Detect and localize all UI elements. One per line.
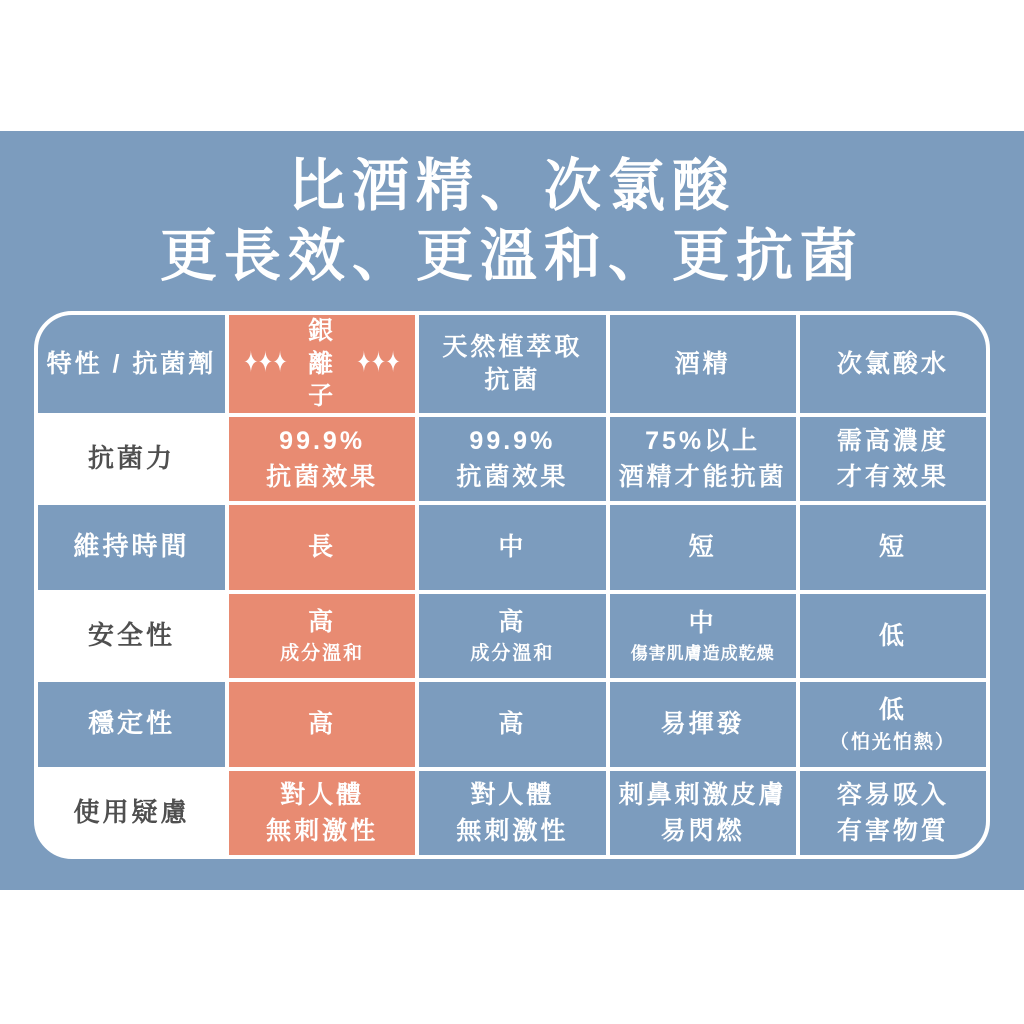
row-label-duration: 維持時間 [38, 505, 225, 590]
sparkle-icon: ✦✦✦ [356, 346, 401, 379]
row-label-usage-concern: 使用疑慮 [38, 771, 225, 856]
cell-stability-alcohol: 易揮發 [610, 682, 796, 767]
title-line-2: 更長效、更溫和、更抗菌 [160, 223, 864, 288]
cell-antibacterial-hypochlorous: 需高濃度 才有效果 [800, 417, 986, 502]
sparkle-icon: ✦✦✦ [243, 346, 288, 379]
cell-antibacterial-plant: 99.9% 抗菌效果 [419, 417, 605, 502]
row-label-safety: 安全性 [38, 594, 225, 679]
cell-antibacterial-silver: 99.9% 抗菌效果 [229, 417, 415, 502]
cell-safety-plant: 高 成分溫和 [419, 594, 605, 679]
header-cell-plant-extract: 天然植萃取 抗菌 [419, 315, 605, 413]
silver-ion-label: 銀離子 [308, 317, 337, 410]
cell-safety-alcohol: 中 傷害肌膚造成乾燥 [610, 594, 796, 679]
cell-safety-silver: 高 成分溫和 [229, 594, 415, 679]
cell-concern-silver: 對人體 無刺激性 [229, 771, 415, 856]
header-cell-feature: 特性 / 抗菌劑 [38, 315, 225, 413]
cell-stability-hypochlorous: 低 （怕光怕熱） [800, 682, 986, 767]
cell-safety-hypochlorous: 低 [800, 594, 986, 679]
cell-duration-silver: 長 [229, 505, 415, 590]
cell-duration-plant: 中 [419, 505, 605, 590]
cell-stability-plant: 高 [419, 682, 605, 767]
cell-duration-alcohol: 短 [610, 505, 796, 590]
cell-concern-plant: 對人體 無刺激性 [419, 771, 605, 856]
row-label-stability: 穩定性 [38, 682, 225, 767]
cell-concern-hypochlorous: 容易吸入 有害物質 [800, 771, 986, 856]
header-cell-hypochlorous: 次氯酸水 [800, 315, 986, 413]
row-label-antibacterial-power: 抗菌力 [38, 417, 225, 502]
cell-antibacterial-alcohol: 75%以上 酒精才能抗菌 [610, 417, 796, 502]
cell-stability-silver: 高 [229, 682, 415, 767]
header-cell-alcohol: 酒精 [610, 315, 796, 413]
header-cell-silver-ion [229, 315, 415, 413]
cell-duration-hypochlorous: 短 [800, 505, 986, 590]
cell-concern-alcohol: 刺鼻刺激皮膚 易閃燃 [610, 771, 796, 856]
title-line-1: 比酒精、次氯酸 [288, 154, 736, 218]
comparison-table [34, 311, 990, 859]
page-title [0, 152, 1024, 291]
